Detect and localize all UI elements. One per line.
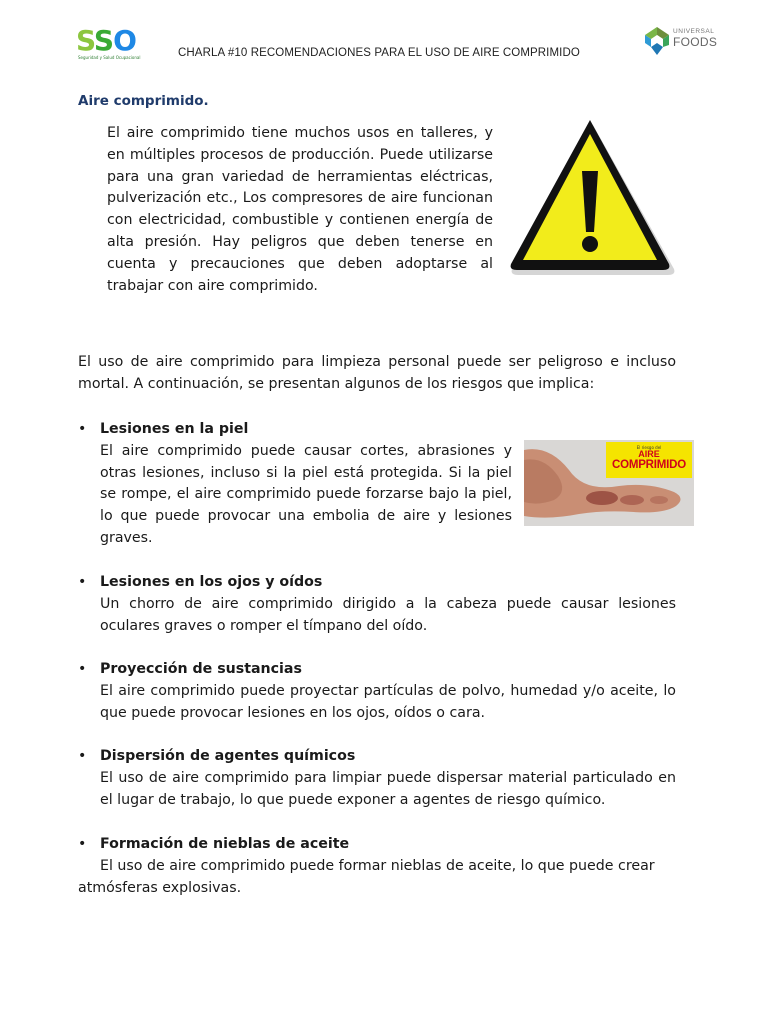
sso-logo-subtitle: Seguridad y Salud Ocupacional [78,55,141,60]
risks-intro-paragraph: El uso de aire comprimido para limpieza personal puede ser peligroso e incluso mortal. A continuación, se presentan algunos de los riesgos que implica: [78,354,676,392]
bullet-dot: • [78,661,87,677]
universal-foods-mark-icon [643,25,673,57]
bullet-body: El uso de aire comprimido puede formar nieblas de aceite, lo que puede crear atmósferas explosivas. [78,857,655,896]
intro-paragraph: El aire comprimido tiene muchos usos en talleres, y en múltiples procesos de producción. Puede utilizarse para una gran variedad de herramientas eléctricas, pulverización etc., Los compresores de aire funcionan con electricidad, combustible y contienen energía de alta presión. Hay peligros que deben tenerse en cuenta y precauciones que deben adoptarse al trabajar con aire comprimido. [107,125,493,294]
compressed-air-hand-photo [524,440,694,526]
bullet-body: El aire comprimido puede causar cortes, abrasiones y otras lesiones, incluso si la piel está protegida. Si la piel se rompe, el aire comprimido puede forzarse bajo la piel, lo que puede provocar una embolia de aire y lesiones graves. [100,442,512,546]
bullet-oil-mist [78,834,676,900]
bullet-dot: • [78,574,87,590]
section-title: Aire comprimido. [78,93,209,109]
bullet-title: Lesiones en la piel [100,421,249,437]
badge-line2: COMPRIMIDO [611,459,687,471]
page-header [0,0,768,80]
bullet-eye-ear-injuries [78,572,676,638]
header-title: CHARLA #10 RECOMENDACIONES PARA EL USO DE AIRE COMPRIMIDO [178,47,580,59]
universal-foods-line1: UNIVERSAL [673,28,715,35]
bullet-title: Lesiones en los ojos y oídos [100,574,323,590]
universal-foods-logo [643,25,728,57]
badge-small-text: El riesgo del [636,445,662,450]
bullet-substance-projection [78,659,676,725]
bullet-title: Proyección de sustancias [100,661,302,677]
bullet-dot: • [78,836,87,852]
bullet-body: El uso de aire comprimido para limpiar puede dispersar material particulado en el lugar de trabajo, lo que puede exponer a agentes de riesgo químico. [100,769,676,808]
bullet-chemical-dispersion [78,746,676,812]
sso-logo: SSO Seguridad y Salud Ocupacional [76,24,141,60]
bullet-title: Dispersión de agentes químicos [100,748,356,764]
badge-line1: AIRE [638,449,660,459]
bullet-body: El aire comprimido puede proyectar partículas de polvo, humedad y/o aceite, lo que puede provocar lesiones en los ojos, oídos o cara. [100,682,676,721]
bullet-dot: • [78,748,87,764]
warning-sign-icon [505,116,675,276]
bullet-body: Un chorro de aire comprimido dirigido a la cabeza puede causar lesiones oculares graves o romper el tímpano del oído. [100,595,676,634]
bullet-dot: • [78,421,87,437]
bullet-title: Formación de nieblas de aceite [100,836,350,852]
aire-comprimido-badge [606,442,692,478]
universal-foods-line2: FOODS [673,34,718,49]
